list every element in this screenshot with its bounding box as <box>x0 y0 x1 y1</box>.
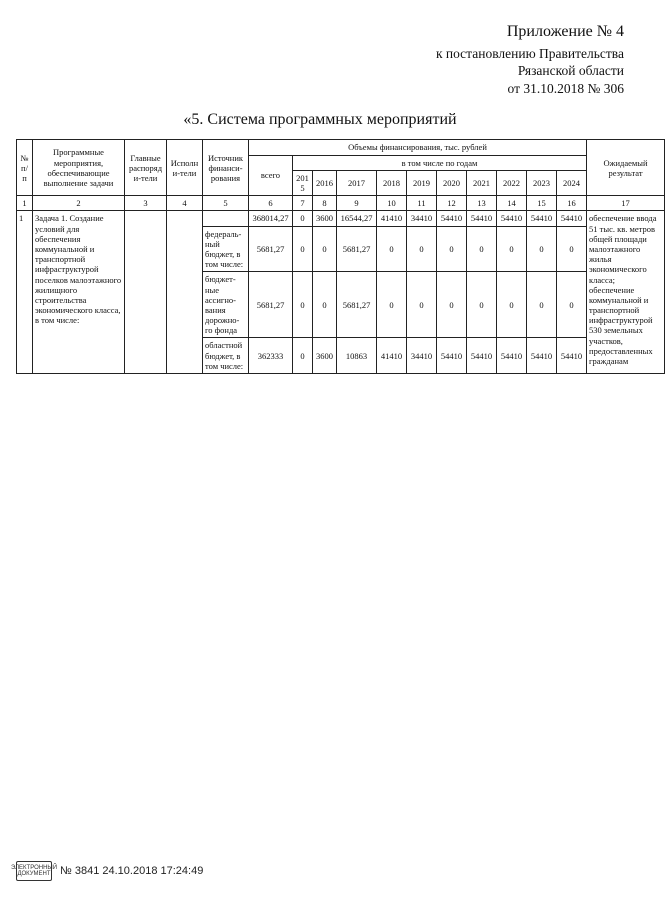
appendix-number: Приложение № 4 <box>506 23 624 40</box>
header-year: 2023 <box>527 170 557 195</box>
header-expected: Ожидаемый результат <box>587 140 665 196</box>
row-value: 54410 <box>497 211 527 226</box>
row-value: 0 <box>557 226 587 272</box>
row-value: 3600 <box>313 211 337 226</box>
row-value: 0 <box>293 272 313 338</box>
row-value: 3600 <box>313 338 337 374</box>
row-value: 0 <box>293 338 313 374</box>
row-total: 5681,27 <box>249 272 293 338</box>
column-number: 14 <box>497 196 527 211</box>
column-number: 17 <box>587 196 665 211</box>
column-number: 5 <box>203 196 249 211</box>
header-year: 2022 <box>497 170 527 195</box>
row-value: 54410 <box>437 211 467 226</box>
row-value: 0 <box>377 226 407 272</box>
row-total: 362333 <box>249 338 293 374</box>
measures-table <box>16 139 665 374</box>
row-value: 0 <box>407 226 437 272</box>
row-value: 0 <box>467 226 497 272</box>
row-value: 34410 <box>407 211 437 226</box>
row-value: 34410 <box>407 338 437 374</box>
row-value: 0 <box>527 226 557 272</box>
header-year: 2015 <box>293 170 313 195</box>
row-value: 0 <box>437 226 467 272</box>
header-total: всего <box>249 155 293 196</box>
header-num: № п/п <box>17 140 33 196</box>
column-number-row <box>17 196 665 211</box>
row-value: 54410 <box>557 211 587 226</box>
column-number: 12 <box>437 196 467 211</box>
row-expected-result: обеспечение ввода 51 тыс. кв. метров общей площади малоэтажного жилья экономического класса; обеспечение коммунальной и транспортной инфраструктурой 530 земельных участков, предоставленных гражданам <box>587 211 665 374</box>
row-measure: Задача 1. Создание условий для обеспечения коммунальной и транспортной инфраструктурой поселков малоэтажного жилищного строительства экономического класса, в том числе: <box>33 211 125 374</box>
column-number: 8 <box>313 196 337 211</box>
header-source: Источник финанси-рования <box>203 140 249 196</box>
column-number: 10 <box>377 196 407 211</box>
row-value: 41410 <box>377 211 407 226</box>
header-year: 2018 <box>377 170 407 195</box>
column-number: 16 <box>557 196 587 211</box>
electronic-document-stamp: ЭЛЕКТРОННЫЙ ДОКУМЕНТ <box>16 861 52 881</box>
appendix-line-2: Рязанской области <box>517 63 624 79</box>
row-source <box>203 211 249 226</box>
column-number: 1 <box>17 196 33 211</box>
header-year: 2019 <box>407 170 437 195</box>
row-num: 1 <box>17 211 33 374</box>
row-value: 10863 <box>337 338 377 374</box>
row-value: 0 <box>313 272 337 338</box>
row-total: 5681,27 <box>249 226 293 272</box>
row-value: 54410 <box>527 211 557 226</box>
column-number: 15 <box>527 196 557 211</box>
row-managers <box>125 211 167 374</box>
row-value: 0 <box>313 226 337 272</box>
row-value: 5681,27 <box>337 272 377 338</box>
row-value: 0 <box>437 272 467 338</box>
appendix-line-3: от 31.10.2018 № 306 <box>507 80 624 96</box>
appendix-line-1: к постановлению Правительства <box>435 45 624 61</box>
row-value: 0 <box>467 272 497 338</box>
row-value: 0 <box>497 272 527 338</box>
column-number: 2 <box>33 196 125 211</box>
header-executors: Исполни-тели <box>167 140 203 196</box>
row-executors <box>167 211 203 374</box>
row-value: 16544,27 <box>337 211 377 226</box>
row-value: 0 <box>527 272 557 338</box>
column-number: 7 <box>293 196 313 211</box>
header-year: 2017 <box>337 170 377 195</box>
section-title: «5. Система программных мероприятий <box>183 111 457 129</box>
header-year: 2024 <box>557 170 587 195</box>
row-value: 0 <box>497 226 527 272</box>
row-value: 41410 <box>377 338 407 374</box>
row-source: областной бюджет, в том числе: <box>203 338 249 374</box>
column-number: 4 <box>167 196 203 211</box>
column-number: 6 <box>249 196 293 211</box>
row-value: 54410 <box>557 338 587 374</box>
row-value: 0 <box>407 272 437 338</box>
row-value: 0 <box>293 226 313 272</box>
header-managers: Главные распоряди-тели <box>125 140 167 196</box>
registration-footer <box>10 861 204 881</box>
header-year: 2016 <box>313 170 337 195</box>
header-year: 2021 <box>467 170 497 195</box>
row-value: 54410 <box>467 211 497 226</box>
column-number: 3 <box>125 196 167 211</box>
header-funding: Объемы финансирования, тыс. рублей <box>249 140 587 155</box>
row-source: бюджет-ные ассигно-вания дорожно-го фонда <box>203 272 249 338</box>
row-value: 0 <box>557 272 587 338</box>
header-measures: Программные мероприятия, обеспечивающие выполнение задачи <box>33 140 125 196</box>
column-number: 13 <box>467 196 497 211</box>
row-value: 0 <box>377 272 407 338</box>
row-value: 0 <box>293 211 313 226</box>
row-value: 54410 <box>497 338 527 374</box>
row-value: 54410 <box>467 338 497 374</box>
row-source: федераль-ный бюджет, в том числе: <box>203 226 249 272</box>
column-number: 11 <box>407 196 437 211</box>
column-number: 9 <box>337 196 377 211</box>
row-value: 54410 <box>527 338 557 374</box>
registration-number: № 3841 24.10.2018 17:24:49 <box>60 865 204 877</box>
table-row <box>17 211 665 226</box>
header-by-years: в том числе по годам <box>293 155 587 170</box>
row-total: 368014,27 <box>249 211 293 226</box>
appendix-block <box>16 22 624 97</box>
header-year: 2020 <box>437 170 467 195</box>
row-value: 5681,27 <box>337 226 377 272</box>
row-value: 54410 <box>437 338 467 374</box>
